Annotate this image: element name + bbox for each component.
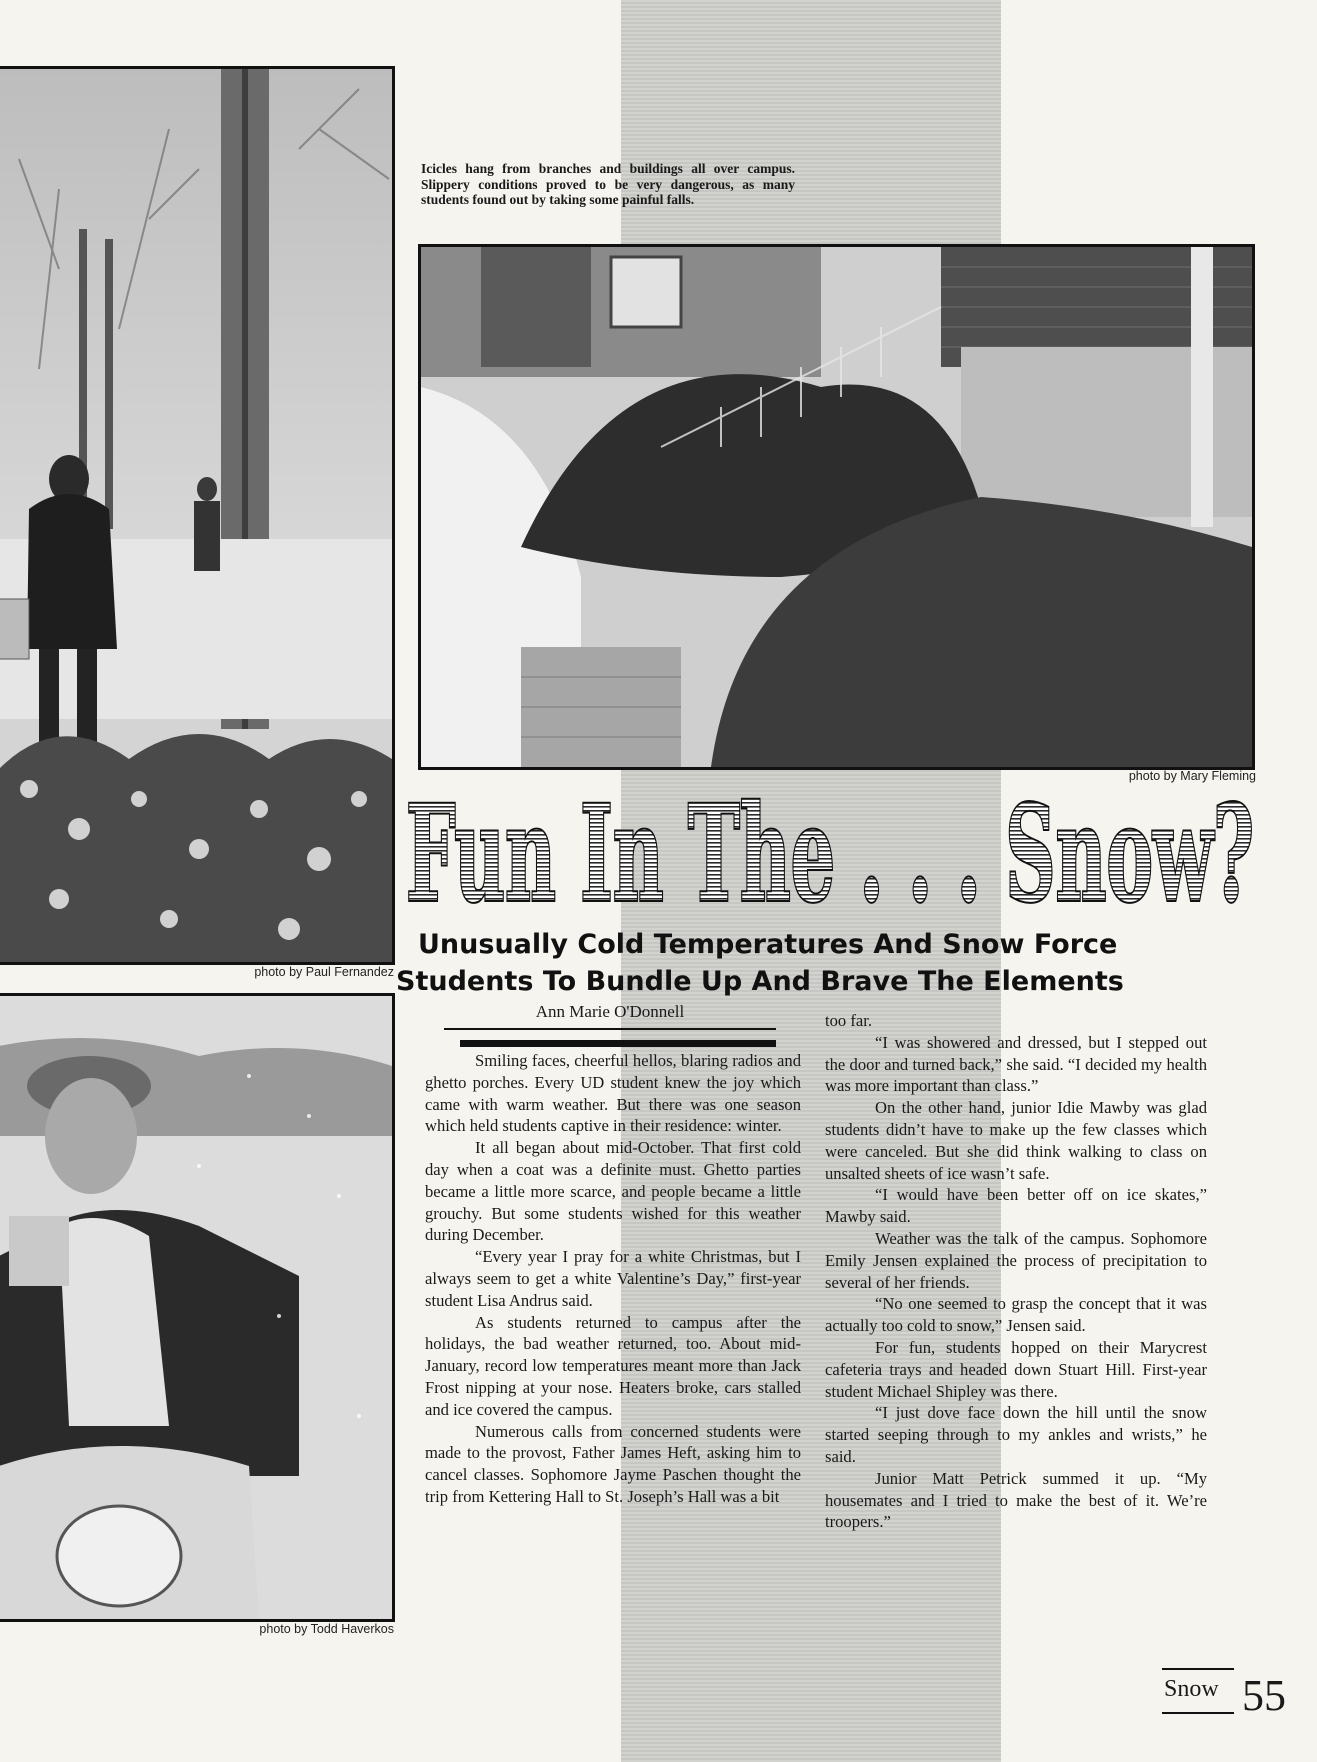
photo-walking-in-snow [0,66,395,965]
headline [400,782,1260,922]
paragraph: On the other hand, junior Idie Mawby was glad students didn’t have to make up the few classes which were canceled. But she did think walking to class on unsalted sheets of ice wasn’t safe. [825,1098,1207,1183]
byline: Ann Marie O'Donnell [535,1002,685,1021]
subhead-line-1: Unusually Cold Temperatures And Snow Force [418,929,1118,960]
subhead-line-2: Students To Bundle Up And Brave The Elements [396,966,1124,997]
page-number: 55 [1242,1671,1286,1720]
page-folio [1162,1668,1292,1738]
paragraph: “No one seemed to grasp the concept that it was actually too cold to snow,” Jensen said. [825,1294,1207,1336]
photo-credit-haverkos: photo by Todd Haverkos [259,1622,394,1636]
article-column-1 [425,1050,801,1508]
paragraph: It all began about mid-October. That first cold day when a coat was a definite must. Ghetto parties became a little more scarce, and people became a little grouchy. But some students wished for this weather during December. [425,1138,801,1245]
paragraph: “I was showered and dressed, but I stepped out the door and turned back,” she said. “I decided my health was more important than class.” [825,1032,1207,1096]
byline-rule-thin [444,1028,776,1030]
paragraph: “Every year I pray for a white Christmas, but I always seem to get a white Valentine’s Day,” first-year student Lisa Andrus said. [425,1247,801,1310]
folio-rule-top [1162,1668,1234,1670]
paragraph: As students returned to campus after the holidays, the bad weather returned, too. About mid-January, record low temperatures meant more than Jack Frost nipping at your nose. Heaters broke, cars stalled and ice covered the campus. [425,1312,801,1419]
paragraph: Weather was the talk of the campus. Sophomore Emily Jensen explained the process of precipitation to several of her friends. [825,1228,1207,1292]
paragraph: For fun, students hopped on their Marycrest cafeteria trays and headed down Stuart Hill. First-year student Michael Shipley was there. [825,1337,1207,1401]
paragraph: too far. [825,1011,873,1030]
photo-caption: Icicles hang from branches and buildings all over campus. Slippery conditions proved to be very dangerous, as many students found out by taking some painful falls. [421,161,795,207]
headline-text: Fun In The . . . Snow? [406,782,1254,922]
paragraph: Numerous calls from concerned students were made to the provost, Father James Heft, asking him to cancel classes. Sophomore Jayme Paschen thought the trip from Kettering Hall to St. Joseph’s Hall was a bit [425,1421,801,1506]
folio-rule-bottom [1162,1712,1234,1714]
photo-credit-fernandez: photo by Paul Fernandez [254,965,394,979]
article-column-2 [825,1010,1207,1533]
photo-icicles [418,244,1255,770]
photo-credit-fleming: photo by Mary Fleming [1128,769,1256,783]
subhead [396,926,1296,1000]
byline-rule-thick [460,1040,776,1047]
paragraph: Junior Matt Petrick summed it up. “My housemates and I tried to make the best of it. We’re troopers.” [825,1468,1207,1532]
paragraph: “I just dove face down the hill until the snow started seeping through to my ankles and wrists,” he said. [825,1403,1207,1466]
photo-student-with-tray [0,993,395,1622]
paragraph: Smiling faces, cheerful hellos, blaring radios and ghetto porches. Every UD student knew the joy which came with warm weather. But there was one season which held students captive in their residence: winter. [425,1051,801,1136]
section-name: Snow [1164,1676,1219,1702]
paragraph: “I would have been better off on ice skates,” Mawby said. [825,1185,1207,1227]
